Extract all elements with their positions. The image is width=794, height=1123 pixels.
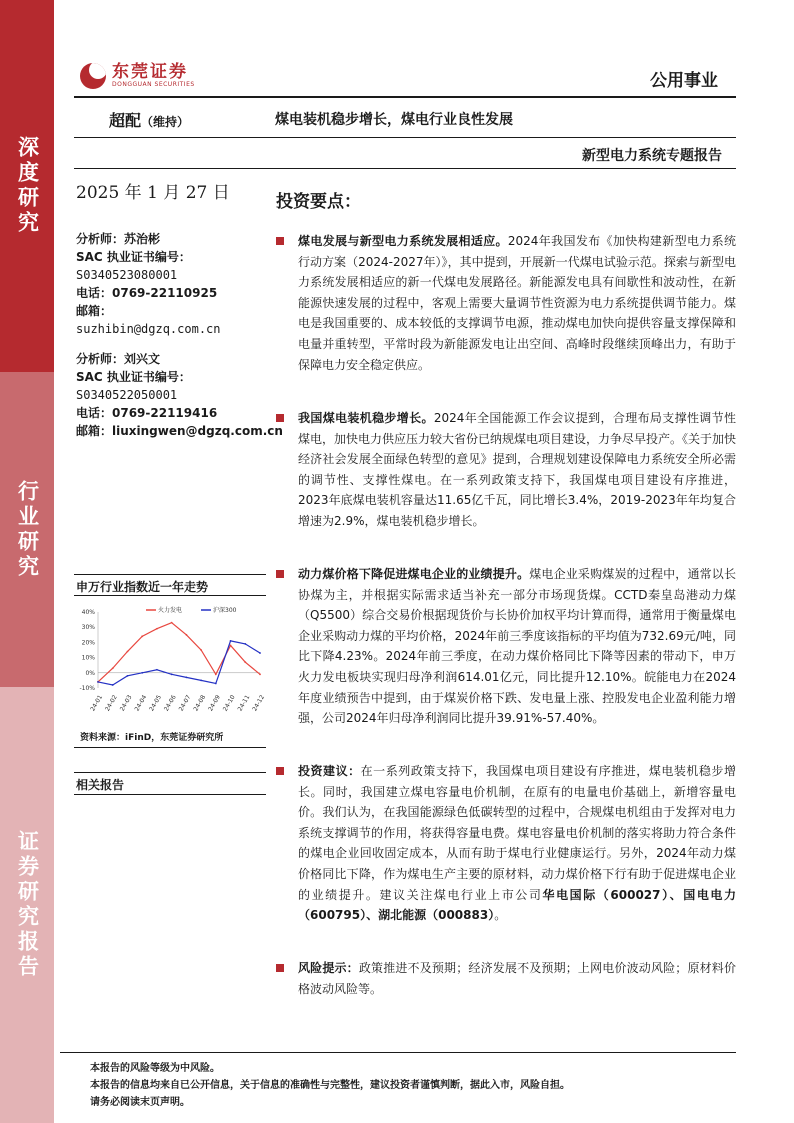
data-point (185, 634, 187, 636)
divider (74, 574, 266, 575)
data-point (156, 669, 158, 671)
divider (74, 794, 266, 795)
data-point (141, 672, 143, 674)
series-line (98, 641, 260, 685)
report-date: 2025 年 1 月 27 日 (76, 183, 230, 203)
footer-disclaimer (90, 1060, 570, 1111)
key-point-lead: 风险提示： (298, 961, 359, 975)
key-point-body: 煤电企业采购煤炭的过程中，通常以长协煤为主，并根据实际需求适当补充一部分市场现货煤。CCTD秦皇岛港动力煤（Q5500）综合交易价根据现货价与长协价加权平均计算而得，通常用于衡量煤电企业采购动力煤的平均价格，2024年前三季度该指标的平均值为732.69元/吨，同比下降4.23%。2024年前三季度，在动力煤价格同比下降等因素的带动下，申万火力发电板块实现归母净利润614.01亿元，同比提升12.10%。皖能电力在2024年度业绩预告中提到，由于煤炭价格下跌、发电量上涨、控股发电企业盈利能力增强，公司2024年归母净利润同比提升39.91%-57.40%。 (298, 567, 736, 726)
analyst-email[interactable]: 邮箱：liuxingwen@dgzq.com.cn (76, 424, 283, 438)
data-point (259, 673, 261, 675)
analyst-block (76, 350, 283, 440)
data-point (200, 680, 202, 682)
data-point (230, 640, 232, 642)
analyst-phone: 电话：0769-22110925 (76, 286, 218, 300)
analyst-name: 分析师：刘兴文 (76, 352, 161, 366)
divider (74, 595, 266, 596)
x-tick-label: 24-04 (133, 693, 149, 713)
key-point-body: 2024年我国发布《加快构建新型电力系统行动方案（2024-2027年）》，其中提到，开展新一代煤电试验示范。探索与新型电力系统发展相适应的新一代煤电发展路径。新能源发电具有间歇性和波动性，在新能源快速发展的过程中，客观上需要大量调节性资源为电力系统提供调节能力。煤电是我国重要的、成本较低的支撑调节电源，推动煤电加快向提供容量支撑保障和电量并重转型，平常时段为新能源发电让出空间、高峰时段继续顶峰出力，有助于保障电力安全稳定供应。 (298, 234, 736, 372)
rating (109, 108, 189, 131)
y-tick-label: 40% (81, 609, 95, 616)
x-axis (89, 694, 266, 713)
x-tick-label: 24-01 (89, 693, 105, 713)
report-headline: 煤电装机稳步增长，煤电行业良性发展 (275, 112, 513, 128)
logo-name: 东莞证券 (112, 62, 188, 82)
analyst-name: 分析师：苏治彬 (76, 232, 161, 246)
divider (74, 137, 736, 138)
analyst-cert: S0340523080001 (76, 268, 178, 282)
data-point (97, 681, 99, 683)
y-tick-label: 0% (85, 669, 95, 677)
company-logo (80, 63, 195, 89)
chart-legend (146, 606, 237, 614)
data-point (141, 635, 143, 637)
data-point (215, 683, 217, 685)
y-tick-label: 30% (81, 624, 95, 632)
key-points-title: 投资要点： (276, 192, 361, 212)
x-tick-label: 24-10 (221, 693, 237, 713)
footer-line: 请务必阅读末页声明。 (90, 1097, 190, 1108)
report-subtitle: 新型电力系统专题报告 (582, 148, 722, 164)
footer-line: 本报告的信息均来自已公开信息，关于信息的准确性与完整性，建议投资者谨慎判断，据此入市，风险自担。 (90, 1080, 570, 1091)
rating-note: （维持） (141, 115, 190, 129)
divider (74, 747, 266, 748)
data-point (156, 628, 158, 630)
data-point (244, 661, 246, 663)
logo-english: DONGGUAN SECURITIES (112, 81, 195, 88)
data-point (185, 676, 187, 678)
sector-label: 公用事业 (650, 71, 718, 91)
logo-mark-icon (80, 63, 106, 89)
rating-value: 超配 (109, 111, 142, 130)
analyst-email[interactable]: suzhibin@dgzq.com.cn (76, 322, 221, 336)
footer-line: 本报告的风险等级为中风险。 (90, 1063, 220, 1074)
key-point-body: 2024年全国能源工作会议提到，合理布局支撑性调节性煤电，加快电力供应压力较大省份已纳规煤电项目建设，力争尽早投产。《关于加快经济社会发展全面绿色转型的意见》提到，合理规划建设保障电力系统安全所必需的调节性、支撑性煤电。在一系列政策支持下，我国煤电项目建设有序推进，2023年底煤电装机容量达11.65亿千瓦，同比增长3.4%，2019-2023年年均复合增速为2.9%，煤电装机稳步增长。 (298, 411, 737, 528)
analyst-email-label: 邮箱： (76, 304, 113, 318)
divider (74, 772, 266, 773)
data-point (112, 684, 114, 686)
x-tick-label: 24-02 (104, 693, 119, 713)
y-axis (79, 609, 260, 692)
x-tick-label: 24-03 (118, 693, 134, 713)
chart-lines (97, 622, 261, 686)
side-band-text: 深度研究 (15, 136, 40, 236)
data-point (127, 651, 129, 653)
data-point (215, 673, 217, 675)
side-band-securities-report (0, 687, 54, 1123)
key-point (276, 408, 736, 532)
legend-label: 火力发电 (158, 607, 183, 614)
key-point-lead: 我国煤电装机稳步增长。 (298, 411, 434, 425)
key-point-body: 政策推进不及预期；经济发展不及预期；上网电价波动风险；原材料价格波动风险等。 (298, 961, 736, 996)
key-point-end: 。 (494, 908, 507, 923)
side-band-industry-research (0, 372, 54, 687)
y-tick-label: 10% (81, 654, 95, 662)
x-tick-label: 24-05 (148, 693, 164, 713)
key-point (276, 231, 736, 375)
side-band-deep-research (0, 0, 54, 372)
data-point (171, 622, 173, 624)
chart-source: 资料来源：iFinD，东莞证券研究所 (80, 733, 224, 743)
x-tick-label: 24-11 (236, 693, 252, 713)
divider (74, 168, 736, 169)
key-point-lead: 动力煤价格下降促进煤电企业的业绩提升。 (298, 567, 530, 581)
side-band-text: 证券研究报告 (15, 830, 40, 980)
key-point (276, 761, 736, 926)
data-point (171, 673, 173, 675)
y-tick-label: -10% (79, 685, 95, 692)
chart-title: 申万行业指数近一年走势 (76, 580, 209, 594)
key-point (276, 958, 736, 999)
key-point-lead: 煤电发展与新型电力系统发展相适应。 (298, 234, 508, 248)
side-band-text: 行业研究 (15, 479, 40, 580)
key-point-lead: 投资建议： (298, 764, 361, 778)
analyst-cert-label: SAC 执业证书编号： (76, 370, 191, 384)
data-point (244, 643, 246, 645)
y-tick-label: 20% (81, 639, 95, 647)
index-trend-chart (76, 604, 266, 722)
x-tick-label: 24-09 (207, 693, 222, 713)
x-tick-label: 24-12 (251, 693, 266, 713)
x-tick-label: 24-06 (162, 693, 178, 713)
analyst-cert-label: SAC 执业证书编号： (76, 250, 191, 264)
x-tick-label: 24-08 (192, 693, 208, 713)
key-point-body: 在一系列政策支持下，我国煤电项目建设有序推进，煤电装机稳步增长。同时，我国建立煤电容量电价机制，在原有的电量电价基础上，新增容量电价。我们认为，在我国能源绿色低碳转型的过程中，合规煤电机组由于发挥对电力系统支撑调节的作用，将获得容量电费。煤电容量电价机制的落实将助力符合条件的煤电企业回收固定成本，从而有助于煤电行业健康运行。另外，2024年动力煤价格同比下降，作为煤电生产主要的原材料，动力煤价格下行有助于促进煤电企业的业绩提升。建议关注煤电行业上市公司 (298, 764, 736, 902)
analyst-block (76, 230, 221, 338)
key-point (276, 564, 736, 729)
related-reports-title: 相关报告 (76, 778, 125, 792)
data-point (259, 652, 261, 654)
divider (60, 1052, 736, 1053)
divider (74, 96, 736, 98)
data-point (200, 649, 202, 651)
x-tick-label: 24-07 (177, 693, 193, 713)
recommended-stocks: 华电国际（600027）、国电电力（600795）、湖北能源（000883） (298, 887, 736, 923)
data-point (230, 645, 232, 647)
data-point (112, 667, 114, 669)
data-point (127, 675, 129, 677)
analyst-phone: 电话：0769-22119416 (76, 406, 218, 420)
analyst-cert: S0340522050001 (76, 388, 178, 402)
legend-label: 沪深300 (213, 607, 237, 614)
